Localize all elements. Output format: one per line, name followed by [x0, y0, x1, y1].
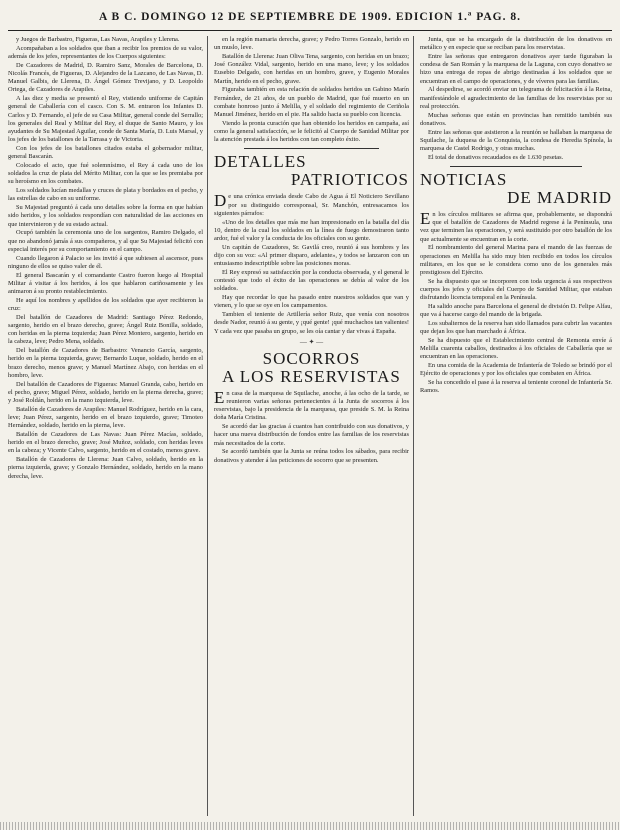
paragraph: Figuraba también en esta relación de soldados heridos un Gabino Marín Fernández, de 21 años, de un pueblo de Madrid, que fué muerto en un combate honroso junto á Melilla, y el soldado del regimiento de Ceriñola Manuel Jiménez, herido en el pie. Ha salido hacia su pueblo con licencia.	[214, 86, 409, 119]
paragraph: Un capitán de Cazadores, Sr. Gavilá creo, reunió á sus hombres y les dijo con su voz: «Al primer disparo, adelante», y todos se lanzaron con un entusiasmo indescriptible sobre las posiciones moras.	[214, 243, 409, 268]
paragraph: y Juegos de Barbastro, Figueras, Las Navas, Arapiles y Llerena.	[16, 36, 180, 43]
noticias-article	[420, 211, 612, 396]
paragraph: Se ha dispuesto que el Establecimiento central de Remonta envíe á Melilla cuarenta caballos, destinados á los oficiales de Caballería que se encuentran en las operaciones.	[420, 337, 612, 361]
paragraph: En una comida de la Academia de Infantería de Toledo se brindó por el Ejército de operaciones y por los oficiales que combaten en África.	[420, 362, 612, 378]
paragraph	[214, 387, 409, 423]
header-title: A B C. DOMINGO 12 DE SEPTIEMBRE DE 1909. EDICION 1.ª PAG. 8.	[98, 11, 521, 23]
detalles-article	[214, 193, 409, 335]
section-divider	[450, 166, 582, 167]
paragraph: Entre las señoras que entregaron donativos ayer tarde figuraban la condesa de San Román y la marquesa de la Laguna, con cuyo donativo se hizo una entrega de ropas de abrigo destinadas á los soldados que se encuentran en el campo de operaciones, y de víveres para las familias.	[420, 53, 612, 85]
paragraph: Ha salido anoche para Barcelona el general de división D. Felipe Alfau, que va á hacerse cargo del mando de la brigada.	[420, 303, 612, 319]
page-header	[8, 4, 612, 31]
paragraph: Batallón de Cazadores de Arapiles: Manuel Rodríguez, herido en la cara, leve; Juan Pérez, sargento, herido en el brazo izquierdo, grave; Timoteo Hernández, soldado, herido en la pierna, leve.	[8, 405, 203, 430]
detalles-heading	[214, 153, 409, 189]
paragraph: Se ha dispuesto que se incorporen con toda urgencia á sus respectivos cuerpos los jefes y oficiales del Cuerpo de Sanidad Militar, que estaban disfrutando licencia temporal en la Península.	[420, 277, 612, 302]
paragraph: Al despedirse, se acordó enviar un telegrama de felicitación á la Reina, manifestándole el agradecimiento de las familias de los reservistas por su real protección.	[420, 86, 612, 110]
paragraph: en la región mamaria derecha, grave; y Pedro Torres Gonzalo, herido en un muslo, leve.	[214, 36, 409, 52]
paragraph: Batallón de Cazadores de Llerena: Juan Calvo, soldado, herido en la pierna izquierda, grave; y Gonzalo Hernández, soldado, herido en la mano derecha, leve.	[8, 456, 203, 480]
column-3-intro	[420, 36, 612, 162]
paragraph: De Cazadores de Madrid, D. Ramiro Sanz, Morales de Barcelona, D. Nicolás Francés, de Figueras, D. Alejandro de la Lazcano, de Las Navas, D. Manuel Galbis, de Llerena, D. Ángel Gómez Trevijano, y D. Leopoldo Ortega, de Cazadores de Arapiles.	[8, 61, 203, 94]
paragraph: Tambien el teniente de Artillería señor Ruiz, que venía con nosotros desde Nador, reunió á su gente, y ¡qué gente! ¡qué muchachos tan valientes! Y cada vez que pasaba un grupo, se les oía cantar y dar vivas á España.	[214, 311, 409, 335]
paragraph-text: n los círculos militares se afirma que, probablemente, se dispondrá que el batallón de Cazadores de Madrid regrese á la Península, una vez que terminen las operaciones, y será sustituido por otro batallón de los que actualmente se encuentran en la corte.	[420, 211, 612, 243]
column-1	[8, 36, 203, 816]
paragraph: Se acordó también que la Junta se reúna todos los sábados, para recibir donativos y atender á las peticiones de socorro que se presenten.	[214, 448, 409, 464]
paragraph: Los soldados lucían medallas y cruces de plata y bordados en el pecho, y las estrellas de cabo en su uniforme.	[8, 187, 203, 203]
section-divider	[244, 148, 379, 149]
column-rule-2	[413, 36, 414, 816]
socorros-article	[214, 387, 409, 465]
detalles-heading-line-1: DETALLES	[214, 152, 307, 172]
paragraph	[214, 193, 409, 218]
page-footer-edge	[0, 822, 620, 830]
paragraph-text: n casa de la marquesa de Squilache, anoche, á las ocho de la tarde, se reunieron varias señoras pertenecientes á la Junta de socorros á los reservistas, bajo la presidencia de la marquesa, que preside S. M. la Reina doña María Cristina.	[214, 389, 409, 422]
drop-cap: D	[214, 191, 227, 211]
detalles-heading-line-2: PATRIOTICOS	[290, 170, 409, 190]
paragraph: Colocado el acto, que fué solemnísimo, el Rey á cada uno de los soldados la cruz de plata del Mérito Militar, con la que se les premiaba por su heroísmo en los combates.	[8, 162, 203, 186]
paragraph: El nombramiento del general Marina para el mando de las fuerzas de operaciones en Melilla ha sido muy bien recibido en todos los círculos militares, en los que se le considera como uno de los generales más prestigiosos del Ejército.	[420, 244, 612, 277]
paragraph: Con los jefes de los batallones citados estaba el gobernador militar, general Bascarán.	[8, 145, 203, 161]
column-2-intro	[214, 36, 409, 144]
paragraph: Cuando llegaron á Palacio se les invitó á que subiesen al ascensor, pues ninguno de ellos se quiso valer de él.	[8, 254, 203, 270]
ornament-divider: — ✦ —	[299, 337, 324, 346]
paragraph-text: e una crónica enviada desde Cabo de Agua á El Noticiero Sevillano por su distinguido corresponsal, Sr. Manchón, entresacamos los siguientes párrafos:	[214, 193, 409, 217]
paragraph: Su Majestad preguntó á cada uno detalles sobre la forma en que habían sido heridos, y los soldados respondían con naturalidad de las acciones en que intervinieron y de su estado actual.	[8, 204, 203, 228]
paragraph: Hay que recordar lo que ha pasado entre nuestros soldados que van y vienen, y lo que se oye en los campamentos.	[214, 294, 409, 310]
paragraph: El total de donativos recaudados es de 1.630 pesetas.	[428, 153, 564, 161]
paragraph: Batallón de Llerena: Juan Oliva Tena, sargento, con heridas en un brazo; José González Vidal, sargento, herido en una mano, leve; y los soldados Eusebio Delgado, con heridas en un hombro, grave, y Eugenio Morales Martín, herido en el pecho, grave.	[214, 53, 409, 85]
paragraph: Los subalternos de la reserva han sido llamados para cubrir las vacantes que dejan los que han marchado á África.	[420, 320, 612, 336]
socorros-heading	[214, 350, 409, 386]
paragraph: He aquí los nombres y apellidos de los soldados que ayer recibieron la cruz:	[8, 296, 203, 313]
paragraph: Acompañaban a los soldados que iban a recibir los premios de su valor, además de los jefes, representantes de los Cuerpos siguientes:	[8, 44, 203, 60]
paragraph	[420, 211, 612, 244]
column-3	[420, 36, 612, 816]
paragraph: Entre las señoras que asistieron a la reunión se hallaban la marquesa de Squilache, la duquesa de la Conquista, la condesa de Heredia Spínola, la marquesa de Castel Rodrigo, y otras muchas.	[420, 128, 612, 153]
noticias-heading-line-2: DE MADRID	[507, 188, 612, 208]
paragraph: Ocupó también la ceremonia uno de los sargentos, Ramiro Delgado, el que no abandonó jamás á sus compañeros, y al que Su Majestad felicitó con especial interés por su comportamiento en el campo.	[8, 229, 203, 253]
noticias-heading-line-1: NOTICIAS	[420, 170, 508, 190]
paragraph: Muchas señoras que están en provincias han remitido también sus donativos.	[420, 111, 612, 127]
socorros-heading-line-1: SOCORROS	[262, 348, 361, 368]
column-2	[214, 36, 409, 816]
paragraph: Se ha concedido el pase á la reserva al teniente coronel de Infantería Sr. Ramos.	[420, 379, 612, 395]
paragraph: A las diez y media se presentó el Rey, vistiendo uniforme de Capitán general de Caballería con el casco. Con S. M. entraron los Infantes D. Carlos y D. Fernando, el jefe de su Casa Militar, general conde del Serrallo; los generales del Real y Militar del Rey, el duque de Santo Mauro, y los ayudantes de Su Majestad Aguilar, conde de Santa María, D. Luis Marsal, y los jefes de los batallones de la Tarrasa y de Victoria.	[8, 95, 203, 144]
column-rule-1	[207, 36, 208, 816]
drop-cap: E	[214, 387, 225, 407]
drop-cap: E	[420, 209, 431, 229]
paragraph: Del batallón de Cazadores de Barbastro: Venancio García, sargento, herido en la pierna izquierda, grave; Bernardo Luque, soldado, herido en el brazo derecho, menos grave; y Manuel Martínez Abajo, con heridas en el hombro, leve.	[8, 347, 203, 379]
paragraph: El general Bascarán y el comandante Castro fueron luego al Hospital Militar á visitar á los heridos, á los que hablaron cariñosamente y les animaron á su pronto restablecimiento.	[8, 271, 203, 296]
noticias-heading	[420, 171, 612, 207]
paragraph: Del batallón de Cazadores de Madrid: Santiago Pérez Redondo, sargento, herido en el brazo derecho, grave; Ángel Ruiz Bonilla, soldado, con heridas en la pierna izquierda; Juan Pérez Montero, sargento, herido en la cabeza, leve; Pedro Mena, soldado.	[8, 313, 203, 346]
paragraph: Del batallón de Cazadores de Figueras: Manuel Granda, cabo, herido en el pecho, grave; Miguel Pérez, soldado, herido en la pierna derecha, grave; y José Roldán, herido en la mano izquierda, leve.	[8, 380, 203, 405]
paragraph: El Rey expresó su satisfacción por la conducta observada, y el general le contestó que todo el éxito de las operaciones se debía al valor de los soldados.	[214, 269, 409, 293]
paragraph: Junta, que se ha encargado de la distribución de los donativos en metálico y en especie que se reciban para los reservistas.	[420, 36, 612, 52]
paragraph: Se acordó dar las gracias á cuantos han contribuido con sus donativos, y hacer una nueva distribución de fondos entre las familias de los reservistas más necesitados de la corte.	[214, 423, 409, 447]
paragraph: Viendo la pronta curación que han obtenido los heridos en campaña, así como la general satisfacción, se le felicitó al Cuerpo de Sanidad Militar por la atención prestada á los heridos con tan completo éxito.	[214, 119, 409, 144]
socorros-heading-line-2: A LOS RESERVISTAS	[222, 366, 401, 386]
paragraph: «Uno de los detalles que más me han impresionado en la batalla del día 10, dentro de la cual los soldados en la línea de fuego demostraron tanto ardor, fué el valor y la conducta de los oficiales con su gente.	[214, 218, 409, 243]
paragraph: Batallón de Cazadores de Las Navas: Juan Pérez Macías, soldado, herido en el brazo derecho, grave; José Muñoz, soldado, con heridas leves en la cabeza; y Vicente Calvo, sargento, herido en el costado, menos grave.	[8, 431, 203, 455]
